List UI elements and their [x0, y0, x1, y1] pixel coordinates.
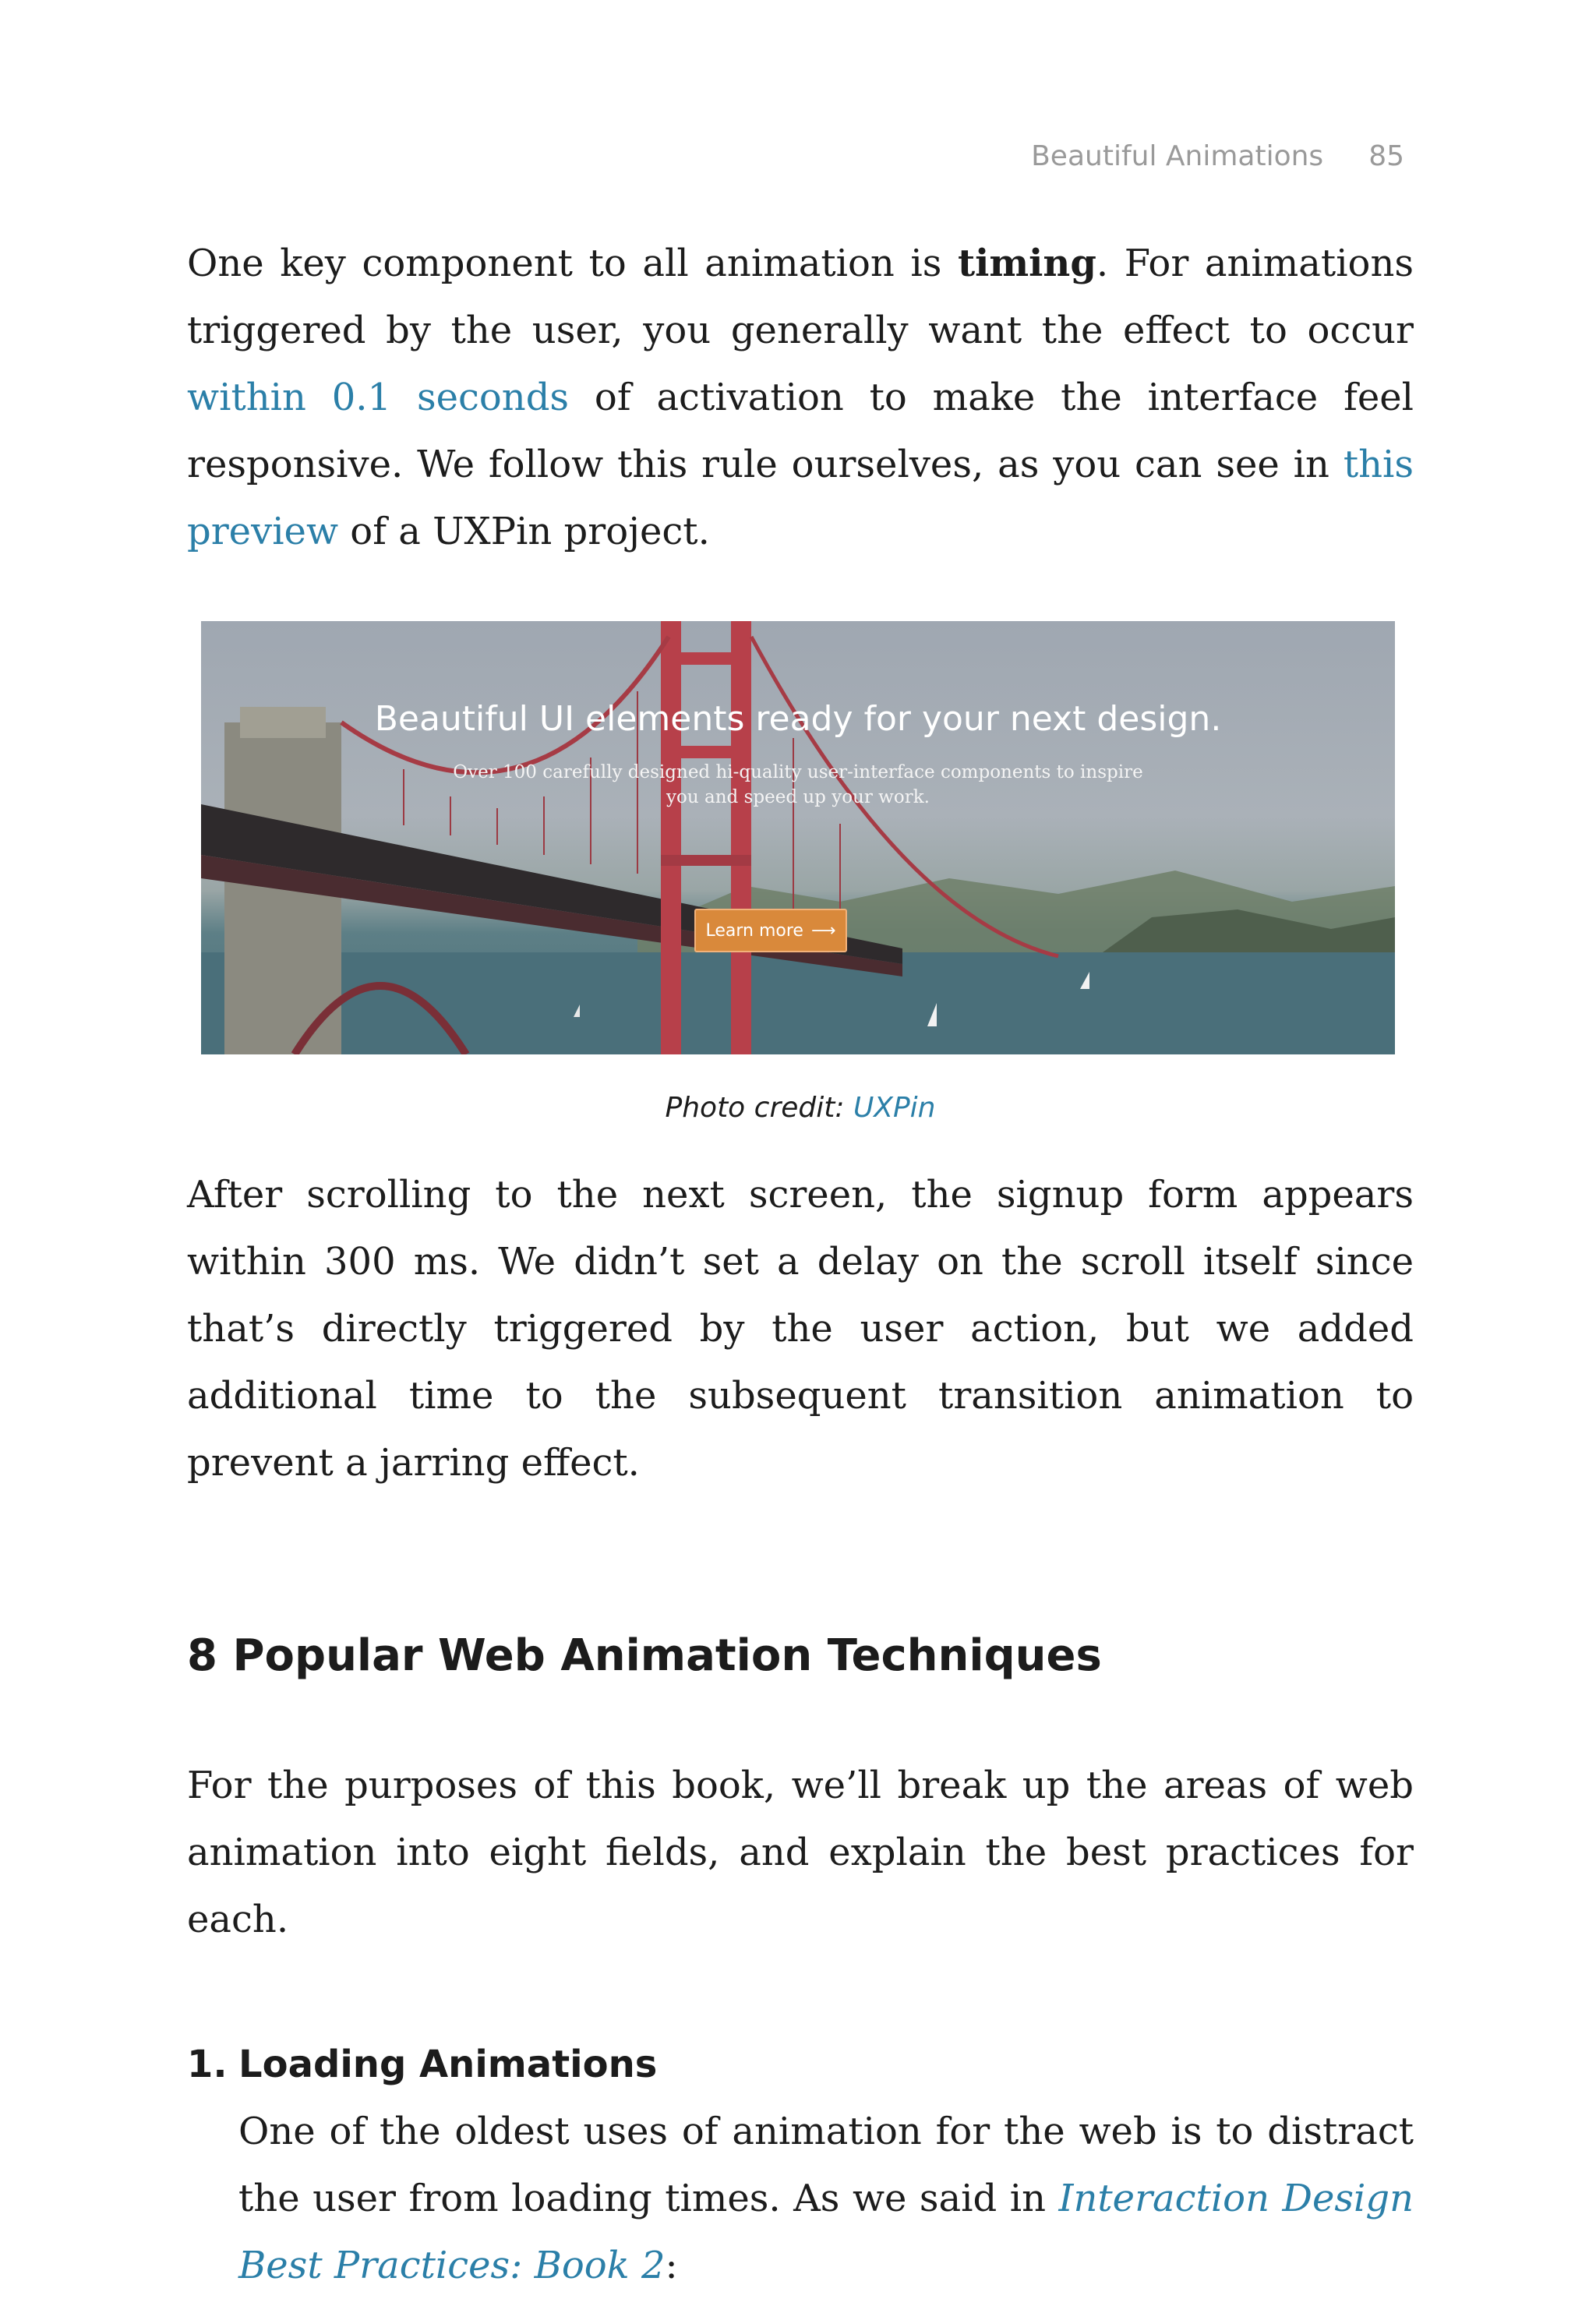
list-item-text	[238, 2098, 1414, 2299]
list-item-title: Loading Animations	[238, 2043, 658, 2086]
list-item-loading-animations	[238, 2031, 1414, 2299]
link-interaction-design-book-2[interactable]: Interaction Design Best Practices: Book 2	[238, 2177, 1414, 2287]
photo-caption	[187, 1092, 1414, 1124]
hero-title: Beautiful UI elements ready for your next design.	[374, 699, 1222, 739]
text-run: :	[665, 2244, 678, 2287]
learn-more-label: Learn more	[705, 920, 803, 941]
caption-prefix: Photo credit:	[665, 1092, 853, 1124]
link-within-0-1-seconds[interactable]: within 0.1 seconds	[187, 376, 570, 419]
paragraph-purposes: For the purposes of this book, we’ll break up the areas of web animation into eight fields, and explain the best practices for each.	[187, 1764, 1414, 1941]
learn-more-button[interactable]	[694, 909, 847, 952]
link-this-preview[interactable]: this preview	[187, 443, 1414, 553]
running-header	[1031, 140, 1404, 172]
text-run: . For animations triggered by the user, you generally want the effect to occur	[187, 242, 1414, 352]
text-run: of activation to make the interface feel responsive. We follow this rule ourselves, as you can see in	[187, 376, 1414, 486]
page-number: 85	[1368, 140, 1404, 172]
list-number: 1.	[187, 2043, 228, 2086]
technique-list	[187, 2031, 1414, 2299]
paragraph-timing	[187, 230, 1414, 565]
link-uxpin[interactable]: UXPin	[853, 1092, 936, 1124]
text-run: of a UXPin project.	[338, 510, 710, 553]
hero-subtitle: Over 100 carefully designed hi-quality user-interface components to inspire you and speed up your work.	[453, 762, 1143, 807]
bridge-illustration	[201, 621, 1395, 1054]
text-run: One key component to all animation is	[187, 242, 958, 285]
bold-term-timing: timing	[957, 242, 1096, 285]
header-section-title: Beautiful Animations	[1031, 140, 1324, 172]
section-heading: 8 Popular Web Animation Techniques	[187, 1630, 1102, 1681]
page-content	[187, 230, 1414, 2299]
uxpin-preview-image	[201, 621, 1395, 1054]
arrow-right-icon: ⟶	[810, 920, 836, 941]
paragraph-scrolling: After scrolling to the next screen, the signup form appears within 300 ms. We didn’t set a delay on the scroll itself since that’s directly triggered by the user action, but we added additional time to the subsequent transition animation to prevent a jarring effect.	[187, 1173, 1414, 1485]
text-run: One of the oldest uses of animation for the web is to distract the user from loading times. As we said in	[238, 2110, 1414, 2220]
